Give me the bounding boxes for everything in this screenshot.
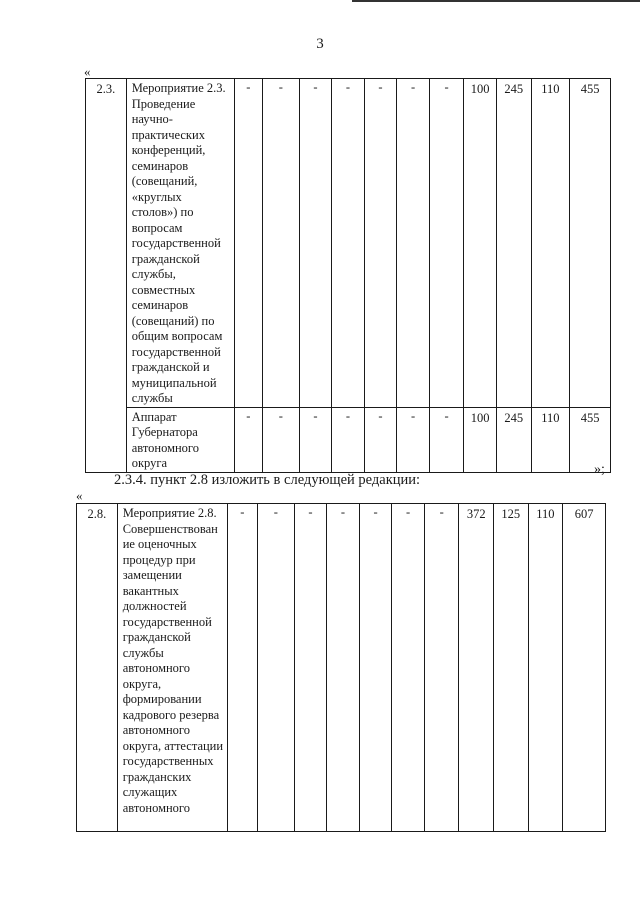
executor-name: Аппарат Губернатора автономного округа xyxy=(126,407,234,472)
cell-dash: - xyxy=(234,407,262,472)
cell-value: 125 xyxy=(494,504,529,832)
cell-dash: - xyxy=(294,504,327,832)
table-row xyxy=(77,504,606,832)
cell-value: 455 xyxy=(570,79,611,408)
cell-value: 100 xyxy=(464,407,497,472)
close-quote: »; xyxy=(594,462,605,477)
cell-dash: - xyxy=(299,407,332,472)
cell-dash: - xyxy=(429,407,464,472)
cell-value: 110 xyxy=(531,79,570,408)
cell-dash: - xyxy=(429,79,464,408)
cell-value: 455 xyxy=(570,407,611,472)
table-row xyxy=(86,79,611,408)
table-activity-2-3 xyxy=(85,78,611,473)
open-quote-1: « xyxy=(84,64,91,79)
table-activity-2-8 xyxy=(76,503,606,832)
cell-dash: - xyxy=(332,407,365,472)
cell-value: 607 xyxy=(563,504,606,832)
cell-dash: - xyxy=(392,504,425,832)
open-quote-2: « xyxy=(76,488,83,503)
amendment-paragraph: 2.3.4. пункт 2.8 изложить в следующей редакции: xyxy=(114,472,421,488)
cell-dash: - xyxy=(424,504,459,832)
cell-dash: - xyxy=(227,504,258,832)
cell-value: 245 xyxy=(496,407,531,472)
table-row xyxy=(86,407,611,472)
cell-dash: - xyxy=(359,504,392,832)
cell-value: 245 xyxy=(496,79,531,408)
top-rule xyxy=(352,0,640,2)
cell-value: 110 xyxy=(531,407,570,472)
cell-dash: - xyxy=(364,79,397,408)
cell-dash: - xyxy=(397,79,430,408)
cell-dash: - xyxy=(397,407,430,472)
cell-dash: - xyxy=(299,79,332,408)
cell-value: 372 xyxy=(459,504,494,832)
cell-dash: - xyxy=(332,79,365,408)
event-description: Мероприятие 2.3. Проведение научно-практических конференций, семинаров (совещаний, «круглых столов») по вопросам государственной гражданской службы, совместных семинаров (совещаний) по общим вопросам государственной гражданской и муниципальной службы xyxy=(126,79,234,408)
cell-dash: - xyxy=(364,407,397,472)
cell-value: 110 xyxy=(528,504,563,832)
page-number: 3 xyxy=(316,36,324,52)
event-description: Мероприятие 2.8. Совершенствование оценочных процедур при замещении вакантных должностей государственной гражданской службы автономного округа, формировании кадрового резерва автономного округа, аттестации государственных гражданских служащих автономного xyxy=(117,504,227,832)
row-number: 2.3. xyxy=(86,79,127,473)
cell-dash: - xyxy=(234,79,262,408)
cell-dash: - xyxy=(263,79,300,408)
cell-value: 100 xyxy=(464,79,497,408)
cell-dash: - xyxy=(258,504,295,832)
cell-dash: - xyxy=(263,407,300,472)
cell-dash: - xyxy=(327,504,360,832)
row-number: 2.8. xyxy=(77,504,118,832)
